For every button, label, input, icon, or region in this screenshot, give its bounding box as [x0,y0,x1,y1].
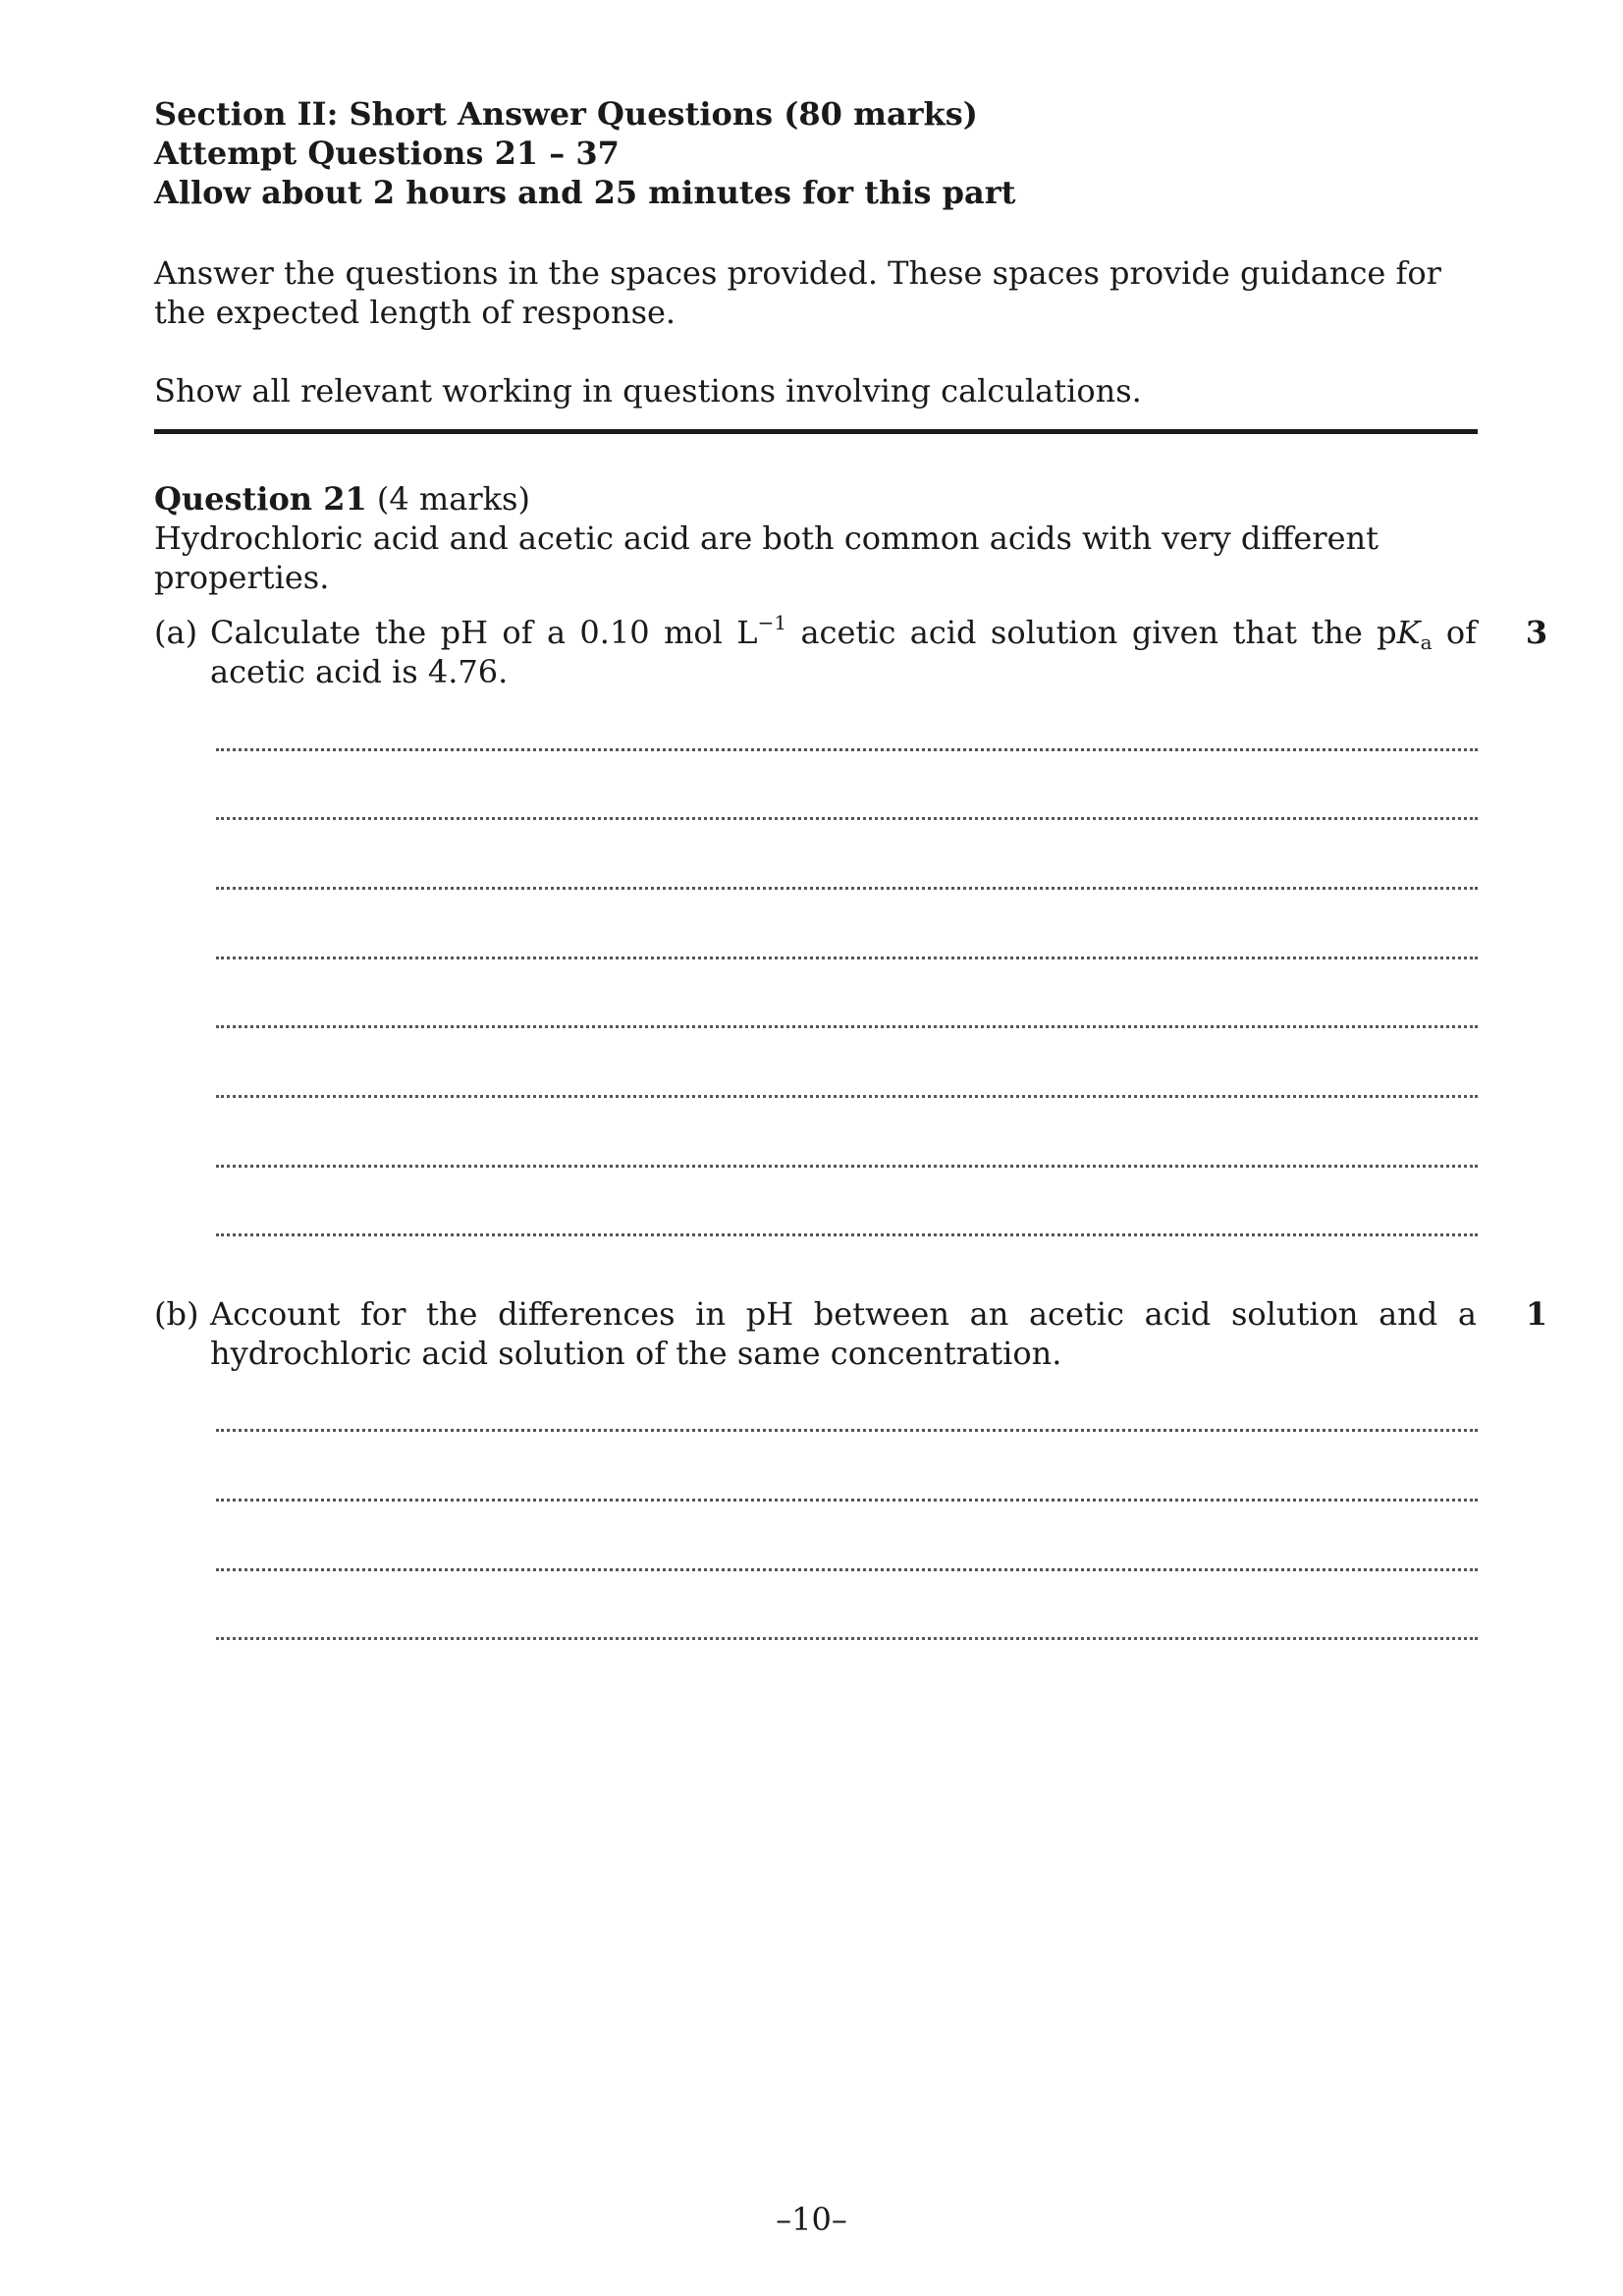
answer-line[interactable] [216,1499,1478,1502]
question-title: Question 21 [154,480,367,518]
answer-line[interactable] [216,1025,1478,1028]
part-b-text: Account for the differences in pH between an acetic acid solution and a hydrochloric acid solution of the same concentration. [210,1295,1477,1372]
section-title: Section II: Short Answer Questions (80 marks) [154,95,978,133]
part-a-text [210,613,1477,691]
answer-line[interactable] [216,887,1478,890]
answer-line[interactable] [216,1095,1478,1098]
part-a-text-before: Calculate the pH of a 0.10 mol L [210,614,758,651]
part-label: (b) [154,1295,199,1333]
ka-symbol: K [1396,614,1421,651]
answer-line[interactable] [216,1568,1478,1571]
instruction-show-working: Show all relevant working in questions involving calculations. [154,372,1142,410]
section-divider [154,429,1478,434]
instruction-answer-spaces: Answer the questions in the spaces provided. These spaces provide guidance for the expected length of response. [154,254,1441,331]
answer-line[interactable] [216,957,1478,959]
instructions [154,253,1480,410]
question-stem: Hydrochloric acid and acetic acid are both common acids with very different properties. [154,519,1379,596]
answer-line[interactable] [216,748,1478,751]
answer-line[interactable] [216,817,1478,820]
question-part-b [154,1294,1480,1373]
unit-exponent: −1 [757,611,787,634]
part-b-marks: 1 [1525,1295,1548,1333]
part-a-text-middle: acetic acid solution given that the p [786,614,1397,651]
page-number: –10– [776,2201,847,2238]
ka-subscript: a [1420,630,1433,654]
time-allowance: Allow about 2 hours and 25 minutes for this part [154,174,1016,211]
attempt-questions: Attempt Questions 21 – 37 [154,135,620,172]
question-part-a [154,613,1480,691]
question-header [154,479,1480,597]
question-marks: (4 marks) [376,480,530,518]
part-a-marks: 3 [1525,614,1548,651]
answer-line[interactable] [216,1165,1478,1168]
section-header [154,94,1480,212]
answer-line[interactable] [216,1637,1478,1640]
part-a-text-after: of acetic acid is 4.76. [210,614,1478,690]
answer-line[interactable] [216,1429,1478,1432]
answer-line[interactable] [216,1233,1478,1236]
part-label: (a) [154,614,198,651]
